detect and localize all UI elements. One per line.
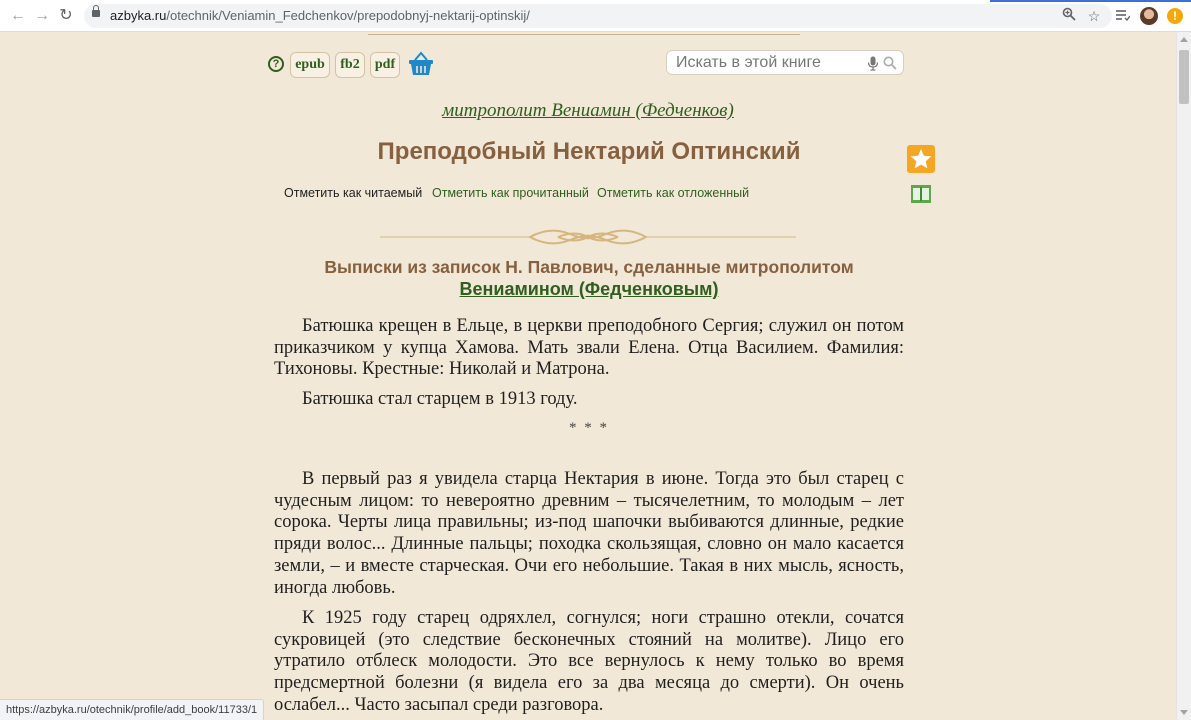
decorative-ornament <box>380 226 796 248</box>
url-host: azbyka.ru <box>110 8 167 23</box>
url-path: /otechnik/Veniamin_Fedchenkov/prepodobnyj-nektarij-optinskij/ <box>166 8 530 23</box>
book-title: Преподобный Нектарий Оптинский <box>377 138 801 165</box>
browser-toolbar <box>0 0 1191 32</box>
reading-list-icon[interactable] <box>1114 7 1132 25</box>
search-icon[interactable] <box>883 56 897 70</box>
microphone-icon[interactable] <box>867 56 879 71</box>
section-separator: * * * <box>569 420 609 436</box>
paragraph-2: Батюшка стал старцем в 1913 году. <box>302 389 578 409</box>
scroll-up-arrow-icon[interactable] <box>1180 37 1188 42</box>
paragraph-3: В первый раз я увидела старца Нектария в июне. Тогда это был старец с чудесным лицом: то невероятно древним – тысячелетним, то молодым – лет сорока. Черты лица правильны; из-под шапочки выбиваются длинные, редкие пряди волос... Длинные пальцы; походка скользящая, словно он мало касается земли, – и вместе старческая. Очи его небольшие. Такая в них мысль, ясность, иногда любовь. <box>274 469 904 598</box>
zoom-icon[interactable] <box>1060 7 1078 25</box>
epub-download-button[interactable]: epub <box>290 52 330 78</box>
star-icon <box>907 145 935 173</box>
address-url[interactable] <box>110 8 530 23</box>
book-search-box[interactable] <box>666 50 904 75</box>
fb2-download-button[interactable]: fb2 <box>335 52 365 78</box>
forward-arrow-icon[interactable]: → <box>34 7 50 24</box>
chapter-author-link[interactable]: Вениамином (Федченковым) <box>459 279 719 299</box>
profile-avatar[interactable] <box>1140 7 1158 25</box>
scroll-down-arrow-icon[interactable] <box>1180 710 1188 715</box>
bookmark-star-icon[interactable]: ☆ <box>1087 8 1101 24</box>
favorite-star-button[interactable] <box>907 145 935 173</box>
lock-icon <box>92 10 100 17</box>
pdf-download-button[interactable]: pdf <box>370 52 400 78</box>
active-tab-indicator <box>990 0 1191 2</box>
mark-as-reading-link[interactable]: Отметить как читаемый <box>284 186 423 200</box>
book-author-link[interactable]: митрополит Вениамин (Федченков) <box>442 100 734 121</box>
open-book-button[interactable] <box>910 184 932 204</box>
page-scrollbar[interactable] <box>1176 32 1191 720</box>
mark-as-postponed-link[interactable]: Отметить как отложенный <box>597 186 750 200</box>
help-icon[interactable]: ? <box>268 56 284 72</box>
update-alert-icon[interactable]: ! <box>1167 8 1183 24</box>
status-bar-url: https://azbyka.ru/otechnik/profile/add_book/11733/1 <box>0 699 264 720</box>
basket-icon[interactable] <box>408 51 434 77</box>
reload-icon[interactable]: ↻ <box>59 7 73 24</box>
mark-as-read-link[interactable]: Отметить как прочитанный <box>432 186 589 200</box>
chapter-title-text: Выписки из записок Н. Павлович, сделанные митрополитом <box>324 257 854 277</box>
scrollbar-thumb[interactable] <box>1179 50 1189 104</box>
chapter-title <box>280 256 898 300</box>
paragraph-1: Батюшка крещен в Ельце, в церкви преподобного Сергия; служил он потом приказчиком у купца Хамова. Мать звали Елена. Отца Василием. Фамилия: Тихоновы. Крестные: Николай и Матрона. <box>274 316 904 380</box>
book-search-input[interactable] <box>676 52 856 73</box>
back-arrow-icon[interactable]: ← <box>10 7 26 24</box>
paragraph-4: К 1925 году старец одряхлел, согнулся; ноги страшно отекли, сочатся сукровицей (это следствие бесконечных стояний на молитве). Лицо его утратило отблеск молодости. Это все вернулось к нему только во время предсмертной болезни (я видела его за два месяца до смерти). Он очень ослабел... Часто засыпал среди разговора. <box>274 608 904 715</box>
open-book-icon <box>910 184 932 204</box>
address-bar[interactable] <box>84 4 1112 28</box>
header-divider <box>368 34 800 35</box>
